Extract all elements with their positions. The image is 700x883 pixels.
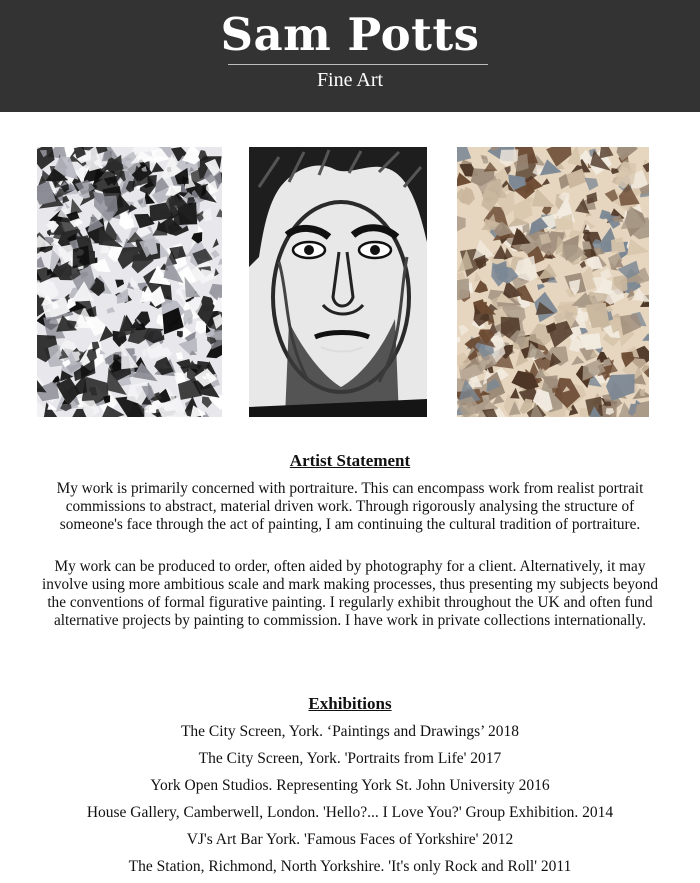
- artist-subtitle: Fine Art: [316, 69, 384, 91]
- exhibition-item: House Gallery, Camberwell, London. 'Hello?... I Love You?' Group Exhibition. 2014: [86, 804, 614, 821]
- artist-statement-paragraph-2: My work can be produced to order, often aided by photography for a client. Alternatively, it may involve using more ambitious scale and mark making processes, thus presenting my subjects beyond the conventions of formal figurative painting. I regularly exhibit throughout the UK and often fund alternative projects by painting to commission. I have work in private collections internationally.: [41, 558, 658, 629]
- exhibition-item: The City Screen, York. ‘Paintings and Drawings’ 2018: [180, 723, 520, 740]
- page-header: [0, 0, 700, 112]
- artist-statement-paragraph-1: My work is primarily concerned with portraiture. This can encompass work from realist portrait commissions to abstract, material driven work. Through rigorously analysing the structure of someone's face through the act of painting, I am continuing the cultural tradition of portraiture.: [56, 480, 644, 533]
- artist-statement-heading: Artist Statement: [289, 451, 411, 470]
- artwork-self-portrait: [249, 147, 427, 417]
- exhibition-item: VJ's Art Bar York. 'Famous Faces of Yorkshire' 2012: [186, 831, 514, 848]
- artwork-abstract-sepia: [457, 147, 649, 417]
- exhibition-item: The Station, Richmond, North Yorkshire. 'It's only Rock and Roll' 2011: [128, 858, 572, 875]
- artist-name: Sam Potts: [220, 8, 480, 61]
- artwork-abstract-monochrome: [37, 147, 222, 417]
- header-divider: [228, 64, 488, 65]
- exhibitions-heading: Exhibitions: [308, 694, 392, 713]
- exhibition-item: The City Screen, York. 'Portraits from Life' 2017: [198, 750, 502, 767]
- exhibition-item: York Open Studios. Representing York St. John University 2016: [150, 777, 550, 794]
- exhibitions-list: [0, 721, 700, 883]
